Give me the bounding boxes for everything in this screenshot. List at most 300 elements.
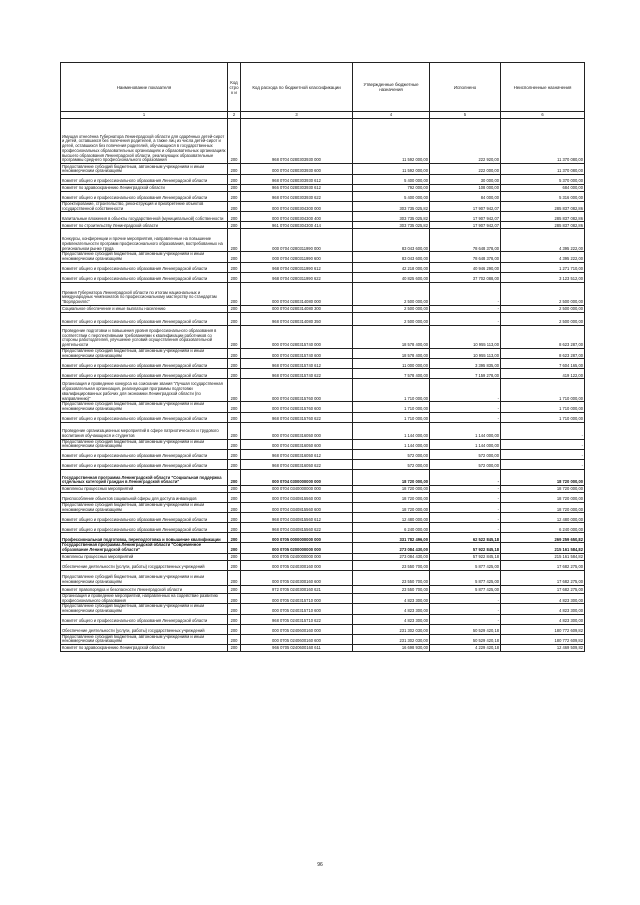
row-classification-code: 968 0704 0280316050 622: [241, 460, 353, 470]
table-row: [61, 402, 585, 412]
row-line-code: 200: [228, 119, 241, 164]
row-executed: -: [430, 503, 501, 513]
row-line-code: 200: [228, 614, 241, 624]
table-row: [61, 175, 585, 185]
table-row: [61, 553, 585, 560]
row-unexecuted: 2 500 000,00: [501, 312, 585, 325]
row-executed: -: [430, 604, 501, 614]
row-classification-code: 968 0704 0280315740 622: [241, 369, 353, 379]
row-unexecuted: 285 837 082,86: [501, 222, 585, 229]
row-name: Комитет общего и профессионального образования Ленинградской области: [61, 412, 228, 422]
column-number-row: [61, 112, 585, 119]
row-name: Конкурсы, конференции и прочие мероприятия, направленные на повышение привлекательности программ профессионального образования, востребованных на региональном рынке труда: [61, 229, 228, 252]
table-row: [61, 379, 585, 402]
row-classification-code: 968 0704 0280311990 612: [241, 262, 353, 272]
row-executed: 108 000,00: [430, 185, 501, 192]
row-executed: 50 529 420,18: [430, 624, 501, 634]
table-row: [61, 252, 585, 262]
row-line-code: 200: [228, 460, 241, 470]
row-approved: 1 710 000,00: [353, 412, 430, 422]
table-row: [61, 560, 585, 570]
row-line-code: 200: [228, 252, 241, 262]
row-name: Предоставление субсидий бюджетным, автономным учреждениям и иным некоммерческим организациям: [61, 164, 228, 175]
row-classification-code: 000 0704 0280311990 600: [241, 252, 353, 262]
row-line-code: 200: [228, 312, 241, 325]
row-unexecuted: 1 710 000,00: [501, 379, 585, 402]
row-classification-code: 968 0704 0280316050 612: [241, 450, 353, 460]
row-approved: 4 823 300,00: [353, 614, 430, 624]
row-classification-code: 961 0704 0280304300 414: [241, 222, 353, 229]
row-line-code: 200: [228, 202, 241, 212]
table-row: [61, 119, 585, 164]
row-line-code: 200: [228, 175, 241, 185]
row-unexecuted: 1 271 710,00: [501, 262, 585, 272]
row-line-code: 200: [228, 185, 241, 192]
row-line-code: 200: [228, 486, 241, 493]
row-unexecuted: 4 823 300,00: [501, 604, 585, 614]
row-approved: 18 720 000,00: [353, 503, 430, 513]
row-name: Комитет общего и профессионального образования Ленинградской области: [61, 523, 228, 533]
row-classification-code: 000 0705 0240300160 000: [241, 560, 353, 570]
row-approved: 303 735 025,82: [353, 212, 430, 222]
table-row: [61, 312, 585, 325]
row-executed: -: [430, 412, 501, 422]
row-classification-code: 000 0705 0240600160 600: [241, 634, 353, 644]
row-line-code: 200: [228, 422, 241, 439]
table-row: [61, 262, 585, 272]
row-approved: 18 720 000,00: [353, 493, 430, 503]
table-row: [61, 272, 585, 282]
row-name: Предоставление субсидий бюджетным, автономным учреждениям и иным некоммерческим организациям: [61, 348, 228, 358]
row-name: Комитет общего и профессионального образования Ленинградской области: [61, 614, 228, 624]
budget-table-sheet: [60, 62, 584, 652]
header-executed: Исполнено: [430, 63, 501, 112]
row-executed: 57 922 845,18: [430, 553, 501, 560]
row-name: Предоставление субсидий бюджетным, автономным учреждениям и иным некоммерческим организациям: [61, 634, 228, 644]
row-unexecuted: 2 500 000,00: [501, 305, 585, 312]
row-unexecuted: 4 395 222,00: [501, 252, 585, 262]
row-classification-code: 968 0704 0340815560 622: [241, 523, 353, 533]
row-executed: 10 955 113,00: [430, 325, 501, 348]
row-unexecuted: 8 623 287,00: [501, 348, 585, 358]
row-classification-code: 000 0705 0240600160 000: [241, 624, 353, 634]
row-unexecuted: 4 823 300,00: [501, 593, 585, 603]
table-row: [61, 493, 585, 503]
row-classification-code: 000 0705 0240000000 000: [241, 553, 353, 560]
row-line-code: 200: [228, 222, 241, 229]
row-classification-code: 968 0704 0280303930 612: [241, 175, 353, 185]
row-approved: 12 480 000,00: [353, 513, 430, 523]
table-row: [61, 164, 585, 175]
row-name: Комитет по здравоохранению Ленинградской области: [61, 185, 228, 192]
table-row: [61, 282, 585, 305]
row-name: Комплексы процессных мероприятий: [61, 486, 228, 493]
row-approved: 23 550 700,00: [353, 560, 430, 570]
row-name: Организация и проведение конкурса на соискание звания "Лучшая государственная образовательная организация, реализующая программы подготовки квалифицированных рабочих для экономики Ленинградской области (по направлению)": [61, 379, 228, 402]
table-row: [61, 439, 585, 449]
row-approved: 273 084 430,00: [353, 553, 430, 560]
row-approved: 4 823 300,00: [353, 604, 430, 614]
row-approved: 231 302 030,00: [353, 624, 430, 634]
row-classification-code: 000 0704 0280303930 600: [241, 164, 353, 175]
column-number: 3: [241, 112, 353, 119]
row-unexecuted: -: [501, 439, 585, 449]
row-name: Комитет общего и профессионального образования Ленинградской области: [61, 450, 228, 460]
row-approved: 792 000,00: [353, 185, 430, 192]
row-line-code: 200: [228, 229, 241, 252]
row-classification-code: 968 0704 0280303930 000: [241, 119, 353, 164]
row-approved: 6 240 000,00: [353, 523, 430, 533]
header-line-code: Код строк и: [228, 63, 241, 112]
table-row: [61, 460, 585, 470]
row-name: Предоставление субсидий бюджетным, автономным учреждениям и иным некоммерческим организациям: [61, 570, 228, 585]
row-unexecuted: -: [501, 422, 585, 439]
row-approved: 1 710 000,00: [353, 402, 430, 412]
table-row: [61, 185, 585, 192]
row-line-code: 200: [228, 369, 241, 379]
row-unexecuted: 5 370 000,00: [501, 175, 585, 185]
row-name: Проведение подготовки и повышения уровня профессионального образования в соответствии с перспективными требованиями к квалификации работников со стороны работодателей, улучшение условий осуществления образовательной деятельности: [61, 325, 228, 348]
row-line-code: 200: [228, 402, 241, 412]
row-name: Комитет общего и профессионального образования Ленинградской области: [61, 175, 228, 185]
row-name: Государственная программа Ленинградской области "Современное образование Ленинградской области": [61, 543, 228, 553]
row-executed: -: [430, 282, 501, 305]
row-line-code: 200: [228, 560, 241, 570]
column-number: 6: [501, 112, 585, 119]
row-line-code: 200: [228, 325, 241, 348]
table-row: [61, 359, 585, 369]
table-row: [61, 634, 585, 644]
row-approved: 2 500 000,00: [353, 282, 430, 305]
row-classification-code: 968 0704 0280314080 350: [241, 312, 353, 325]
row-approved: 303 735 025,82: [353, 222, 430, 229]
row-executed: -: [430, 513, 501, 523]
row-line-code: 200: [228, 262, 241, 272]
row-classification-code: 000 0704 0280311990 000: [241, 229, 353, 252]
row-line-code: 200: [228, 470, 241, 486]
row-classification-code: 968 0704 0280315760 622: [241, 412, 353, 422]
row-unexecuted: 684 000,00: [501, 185, 585, 192]
row-unexecuted: 18 720 000,00: [501, 470, 585, 486]
row-approved: 18 578 400,00: [353, 325, 430, 348]
row-line-code: 200: [228, 513, 241, 523]
row-approved: 572 000,00: [353, 460, 430, 470]
row-unexecuted: 285 837 082,86: [501, 202, 585, 212]
row-line-code: 200: [228, 634, 241, 644]
row-executed: -: [430, 402, 501, 412]
row-classification-code: 968 0704 0280311990 622: [241, 272, 353, 282]
row-line-code: 200: [228, 450, 241, 460]
row-unexecuted: 18 720 000,00: [501, 493, 585, 503]
row-line-code: 200: [228, 272, 241, 282]
row-line-code: 200: [228, 348, 241, 358]
row-unexecuted: 5 316 000,00: [501, 192, 585, 202]
row-line-code: 200: [228, 624, 241, 634]
row-classification-code: 000 0704 0280316050 000: [241, 422, 353, 439]
table-row: [61, 543, 585, 553]
table-row: [61, 229, 585, 252]
row-approved: 5 400 000,00: [353, 175, 430, 185]
row-unexecuted: 17 682 275,00: [501, 560, 585, 570]
row-unexecuted: 1 710 000,00: [501, 412, 585, 422]
row-executed: 50 529 420,18: [430, 634, 501, 644]
row-name: Комитет общего и профессионального образования Ленинградской области: [61, 312, 228, 325]
column-number: 1: [61, 112, 228, 119]
table-row: [61, 192, 585, 202]
row-executed: -: [430, 614, 501, 624]
table-row: [61, 624, 585, 634]
row-classification-code: 972 0705 0240300160 621: [241, 585, 353, 593]
row-unexecuted: 419 122,00: [501, 369, 585, 379]
row-classification-code: 000 0704 0280315760 600: [241, 402, 353, 412]
row-approved: 23 550 700,00: [353, 570, 430, 585]
table-row: [61, 212, 585, 222]
row-classification-code: 968 0704 0340815560 612: [241, 513, 353, 523]
table-row: [61, 513, 585, 523]
row-classification-code: 000 0705 0200000000 000: [241, 543, 353, 553]
row-name: Комитет общего и профессионального образования Ленинградской области: [61, 513, 228, 523]
row-executed: -: [430, 470, 501, 486]
page-number: 96: [317, 862, 323, 868]
row-line-code: 200: [228, 305, 241, 312]
row-unexecuted: 8 623 287,00: [501, 325, 585, 348]
table-row: [61, 450, 585, 460]
row-unexecuted: 4 395 222,00: [501, 229, 585, 252]
row-executed: 5 877 425,00: [430, 585, 501, 593]
table-row: [61, 369, 585, 379]
row-line-code: 200: [228, 192, 241, 202]
row-unexecuted: -: [501, 450, 585, 460]
row-approved: 83 043 600,00: [353, 229, 430, 252]
table-row: [61, 593, 585, 603]
row-executed: -: [430, 379, 501, 402]
row-approved: 11 592 000,00: [353, 164, 430, 175]
table-row: [61, 222, 585, 229]
table-row: [61, 305, 585, 312]
table-row: [61, 645, 585, 652]
row-approved: 7 578 400,00: [353, 369, 430, 379]
row-name: Капитальные вложения в объекты государственной (муниципальной) собственности: [61, 212, 228, 222]
row-approved: 2 500 000,00: [353, 305, 430, 312]
row-executed: 37 702 088,00: [430, 272, 501, 282]
row-approved: 5 400 000,00: [353, 192, 430, 202]
row-approved: 23 550 700,00: [353, 585, 430, 593]
row-unexecuted: 215 161 584,82: [501, 553, 585, 560]
table-row: [61, 570, 585, 585]
row-line-code: 200: [228, 645, 241, 652]
row-executed: 4 229 420,18: [430, 645, 501, 652]
row-unexecuted: 285 837 082,86: [501, 212, 585, 222]
row-line-code: 200: [228, 585, 241, 593]
row-name: Приспособление объектов социальной сферы для доступа инвалидов: [61, 493, 228, 503]
row-executed: 5 877 425,00: [430, 560, 501, 570]
row-name: Проектирование, строительство, реконструкция и приобретение объектов государственной собственности: [61, 202, 228, 212]
row-name: Комитет общего и профессионального образования Ленинградской области: [61, 192, 228, 202]
row-unexecuted: 11 370 080,00: [501, 119, 585, 164]
row-unexecuted: 269 259 650,82: [501, 533, 585, 543]
row-executed: 17 907 942,07: [430, 212, 501, 222]
row-name: Комплексы процессных мероприятий: [61, 553, 228, 560]
row-approved: 231 302 030,00: [353, 634, 430, 644]
row-classification-code: 000 0704 0280315740 000: [241, 325, 353, 348]
row-executed: 572 000,00: [430, 460, 501, 470]
row-unexecuted: 18 720 000,00: [501, 486, 585, 493]
row-unexecuted: 4 823 300,00: [501, 614, 585, 624]
header-approved: Утвержденные бюджетные назначения: [353, 63, 430, 112]
row-unexecuted: 3 123 512,00: [501, 272, 585, 282]
row-classification-code: 000 0704 0280304300 000: [241, 202, 353, 212]
column-number: 5: [430, 112, 501, 119]
row-executed: 7 159 278,00: [430, 369, 501, 379]
row-classification-code: 000 0704 0280314080 300: [241, 305, 353, 312]
row-classification-code: 966 0704 0280303930 612: [241, 185, 353, 192]
row-classification-code: 000 0704 0340815560 600: [241, 503, 353, 513]
row-name: Предоставление субсидий бюджетным, автономным учреждениям и иным некоммерческим организациям: [61, 252, 228, 262]
row-name: Комитет по строительству Ленинградской области: [61, 222, 228, 229]
row-name: Предоставление субсидий бюджетным, автономным учреждениям и иным некоммерческим организациям: [61, 503, 228, 513]
row-classification-code: 966 0705 0240600160 611: [241, 645, 353, 652]
row-line-code: 200: [228, 570, 241, 585]
row-name: Социальное обеспечение и иные выплаты населению: [61, 305, 228, 312]
row-unexecuted: 215 161 584,82: [501, 543, 585, 553]
row-name: Комитет общего и профессионального образования Ленинградской области: [61, 359, 228, 369]
row-line-code: 200: [228, 523, 241, 533]
row-unexecuted: 11 370 080,00: [501, 164, 585, 175]
row-executed: 5 877 425,00: [430, 570, 501, 585]
row-approved: 303 735 025,82: [353, 202, 430, 212]
row-name: Обеспечение деятельности (услуги, работы) государственных учреждений: [61, 624, 228, 634]
row-executed: -: [430, 493, 501, 503]
row-name: Профессиональная подготовка, переподготовка и повышение квалификации: [61, 533, 228, 543]
row-classification-code: 000 0704 0280304300 400: [241, 212, 353, 222]
row-classification-code: 000 0705 0000000000 000: [241, 533, 353, 543]
table-row: [61, 202, 585, 212]
row-name: Комитет правопорядка и безопасности Ленинградской области: [61, 585, 228, 593]
row-line-code: 200: [228, 604, 241, 614]
row-name: Имущая отнесённа Губернатора Ленинградской области для одарённых детей-сирот и детей, оставшихся без попечения родителей, а также лиц из числа детей-сирот и детей, оставшихся без попечения родителей, обучающихся в государственных профессиональных образовательных организациях и образовательных организациях высшего образования Ленинградской области, реализующих образовательные программы среднего профессионального образования: [61, 119, 228, 164]
row-name: Предоставление субсидий бюджетным, автономным учреждениям и иным некоммерческим организациям: [61, 439, 228, 449]
row-executed: -: [430, 523, 501, 533]
row-approved: 1 710 000,00: [353, 379, 430, 402]
row-executed: -: [430, 593, 501, 603]
row-executed: -: [430, 305, 501, 312]
row-classification-code: 000 0704 0280314080 000: [241, 282, 353, 305]
row-name: Премия Губернатора Ленинградской области по итогам национальных и международных чемпионатов по профессиональному мастерству по стандартам "Ворлдскиллс": [61, 282, 228, 305]
row-classification-code: 000 0704 0280316050 600: [241, 439, 353, 449]
row-unexecuted: 17 682 275,00: [501, 570, 585, 585]
row-executed: 40 946 290,00: [430, 262, 501, 272]
row-name: Комитет общего и профессионального образования Ленинградской области: [61, 460, 228, 470]
row-classification-code: 000 0704 0280315740 600: [241, 348, 353, 358]
row-classification-code: 000 0705 0240315710 600: [241, 604, 353, 614]
row-unexecuted: 17 682 275,00: [501, 585, 585, 593]
row-executed: -: [430, 486, 501, 493]
row-line-code: 200: [228, 543, 241, 553]
row-executed: 78 648 378,00: [430, 252, 501, 262]
row-executed: 84 000,00: [430, 192, 501, 202]
row-line-code: 200: [228, 553, 241, 560]
row-executed: 572 000,00: [430, 450, 501, 460]
row-approved: 18 720 000,00: [353, 486, 430, 493]
row-classification-code: 000 0704 0280315760 000: [241, 379, 353, 402]
column-number: 2: [228, 112, 241, 119]
row-name: Комитет общего и профессионального образования Ленинградской области: [61, 369, 228, 379]
row-unexecuted: 12 469 509,82: [501, 645, 585, 652]
row-approved: 11 592 000,00: [353, 119, 430, 164]
row-executed: 3 395 835,00: [430, 359, 501, 369]
row-unexecuted: 180 772 609,82: [501, 634, 585, 644]
row-executed: 1 144 000,00: [430, 422, 501, 439]
row-approved: 4 823 300,00: [353, 593, 430, 603]
row-line-code: 200: [228, 212, 241, 222]
row-executed: 57 922 845,18: [430, 543, 501, 553]
row-line-code: 200: [228, 359, 241, 369]
table-row: [61, 470, 585, 486]
row-executed: -: [430, 312, 501, 325]
row-executed: 30 000,00: [430, 175, 501, 185]
table-row: [61, 614, 585, 624]
row-unexecuted: 2 500 000,00: [501, 282, 585, 305]
header-classification-code: Код расхода по бюджетной классификации: [241, 63, 353, 112]
row-line-code: 200: [228, 503, 241, 513]
row-classification-code: 000 0704 0300000000 000: [241, 470, 353, 486]
row-unexecuted: 18 720 000,00: [501, 503, 585, 513]
row-approved: 18 720 000,00: [353, 470, 430, 486]
row-classification-code: 968 0704 0280303930 622: [241, 192, 353, 202]
row-line-code: 200: [228, 164, 241, 175]
row-unexecuted: 1 710 000,00: [501, 402, 585, 412]
header-row: [61, 63, 585, 112]
row-approved: 572 000,00: [353, 450, 430, 460]
row-unexecuted: -: [501, 460, 585, 470]
row-executed: 222 000,00: [430, 164, 501, 175]
row-line-code: 200: [228, 493, 241, 503]
budget-table: [60, 62, 585, 652]
row-unexecuted: 7 604 165,00: [501, 359, 585, 369]
row-unexecuted: 6 240 000,00: [501, 523, 585, 533]
row-name: Организация и проведение мероприятий, направленных на содействие развитию профессионального образования: [61, 593, 228, 603]
row-approved: 331 782 496,00: [353, 533, 430, 543]
table-body: [61, 119, 585, 652]
row-line-code: 200: [228, 412, 241, 422]
row-classification-code: 968 0704 0280315740 612: [241, 359, 353, 369]
row-unexecuted: 180 772 609,82: [501, 624, 585, 634]
row-name: Обеспечение деятельности (услуги, работы) государственных учреждений: [61, 560, 228, 570]
row-classification-code: 968 0705 0240315710 622: [241, 614, 353, 624]
row-line-code: 200: [228, 593, 241, 603]
row-executed: 222 920,00: [430, 119, 501, 164]
row-executed: 62 522 845,18: [430, 533, 501, 543]
table-row: [61, 503, 585, 513]
header-name: Наименование показателя: [61, 63, 228, 112]
row-approved: 40 825 600,00: [353, 272, 430, 282]
row-approved: 16 698 930,00: [353, 645, 430, 652]
table-row: [61, 348, 585, 358]
row-name: Предоставление субсидий бюджетным, автономным учреждениям и иным некоммерческим организациям: [61, 604, 228, 614]
row-approved: 11 000 000,00: [353, 359, 430, 369]
row-executed: 78 648 378,00: [430, 229, 501, 252]
row-name: Государственная программа Ленинградской области "Социальная поддержка отдельных категорий граждан в Ленинградской области": [61, 470, 228, 486]
row-approved: 1 144 000,00: [353, 422, 430, 439]
row-executed: 17 907 942,07: [430, 202, 501, 212]
row-classification-code: 000 0704 0340815560 000: [241, 493, 353, 503]
table-row: [61, 533, 585, 543]
row-executed: 1 144 000,00: [430, 439, 501, 449]
row-executed: 10 955 113,00: [430, 348, 501, 358]
row-name: Проведение организационных мероприятий в сфере патриотического и трудового воспитания обучающихся и студентов: [61, 422, 228, 439]
row-classification-code: 000 0705 0240315710 000: [241, 593, 353, 603]
row-executed: 17 907 942,07: [430, 222, 501, 229]
